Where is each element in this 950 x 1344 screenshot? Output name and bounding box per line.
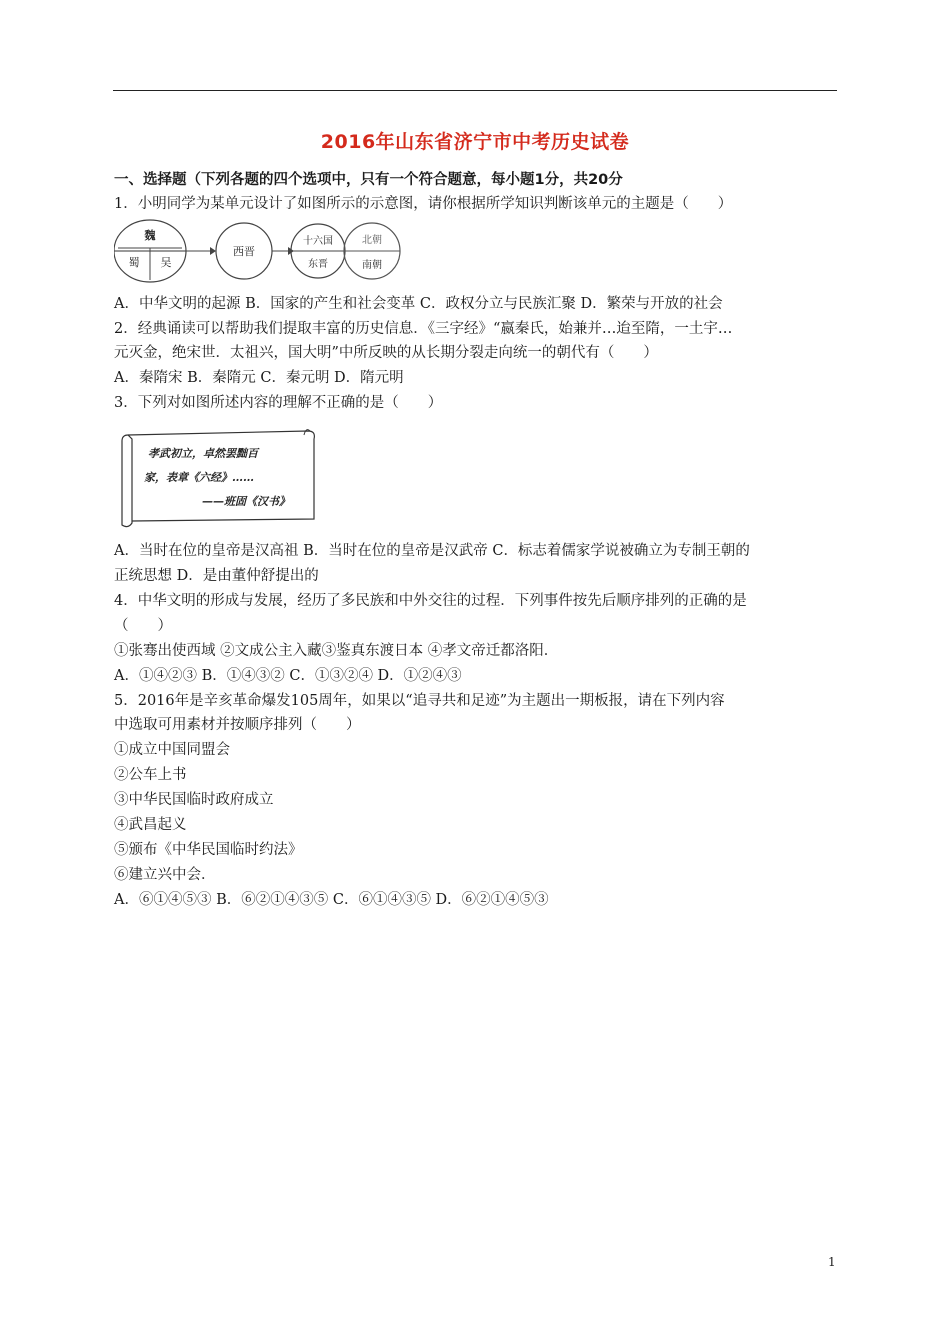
diagram-label-beichao: 北朝	[362, 235, 382, 246]
diagram-label-shu: 蜀	[128, 256, 140, 269]
q1-options: A．中华文明的起源 B．国家的产生和社会变革 C．政权分立与民族汇聚 D．繁荣与开放的社会	[114, 296, 723, 312]
diagram-label-wei: 魏	[144, 229, 156, 242]
page-title: 2016年山东省济宁市中考历史试卷	[320, 131, 630, 153]
scroll-text-line2: 家，表章《六经》……	[144, 471, 254, 484]
q2-stem-line2: 元灭金，绝宋世．太祖兴，国大明”中所反映的从长期分裂走向统一的朝代有（ ）	[114, 345, 658, 361]
q5-options: A．⑥①④⑤③ B．⑥②①④③⑤ C．⑥①④③⑤ D．⑥②①④⑤③	[114, 892, 549, 908]
q3-scroll-image	[118, 421, 322, 529]
section-heading: 一、选择题（下列各题的四个选项中，只有一个符合题意，每小题1分，共20分	[114, 172, 623, 188]
diagram-label-dongjin: 东晋	[308, 259, 328, 270]
q5-stem-line1: 5．2016年是辛亥革命爆发105周年，如果以“追寻共和足迹”为主题出一期板报，请在下列内容	[114, 693, 725, 709]
q3-options-line2: 正统思想 D．是由董仲舒提出的	[114, 568, 319, 584]
q5-stem-line2: 中选取可用素材并按顺序排列（ ）	[114, 717, 361, 733]
header-rule	[113, 90, 837, 91]
q5-item-6: ⑥建立兴中会．	[114, 867, 216, 883]
q5-item-1: ①成立中国同盟会	[114, 742, 230, 758]
q4-options: A．①④②③ B．①④③② C．①③②④ D．①②④③	[114, 668, 462, 684]
diagram-label-wu: 吴	[160, 256, 172, 269]
q2-stem-line1: 2．经典诵读可以帮助我们提取丰富的历史信息．《三字经》“嬴秦氏，始兼并…迨至隋，一土宇…	[114, 321, 733, 337]
scroll-text-source: ——班固《汉书》	[202, 495, 290, 508]
q5-item-3: ③中华民国临时政府成立	[114, 792, 274, 808]
q5-item-2: ②公车上书	[114, 767, 187, 783]
q2-options: A．秦隋宋 B．秦隋元 C．秦元明 D．隋元明	[114, 370, 404, 386]
q4-items: ①张骞出使西域 ②文成公主入藏③鉴真东渡日本 ④孝文帝迁都洛阳．	[114, 643, 559, 659]
q4-stem-line1: 4．中华文明的形成与发展，经历了多民族和中外交往的过程．下列事件按先后顺序排列的正确的是	[114, 593, 747, 609]
diagram-label-xijin: 西晋	[233, 245, 255, 258]
diagram-label-nanchao: 南朝	[362, 260, 382, 271]
q1-stem: 1．小明同学为某单元设计了如图所示的示意图，请你根据所学知识判断该单元的主题是（ ）	[114, 196, 733, 212]
page-number: 1	[828, 1255, 836, 1269]
diagram-label-shiliuguo: 十六国	[303, 236, 333, 247]
q3-stem: 3．下列对如图所述内容的理解不正确的是（ ）	[114, 395, 443, 411]
q4-stem-line2: （ ）	[114, 618, 172, 634]
q1-timeline-diagram	[114, 218, 404, 284]
q3-options-line1: A．当时在位的皇帝是汉高祖 B．当时在位的皇帝是汉武帝 C．标志着儒家学说被确立为专制王朝的	[114, 543, 750, 559]
q5-item-5: ⑤颁布《中华民国临时约法》	[114, 842, 303, 858]
q5-item-4: ④武昌起义	[114, 817, 187, 833]
scroll-text-line1: 孝武初立，卓然罢黜百	[148, 447, 258, 460]
